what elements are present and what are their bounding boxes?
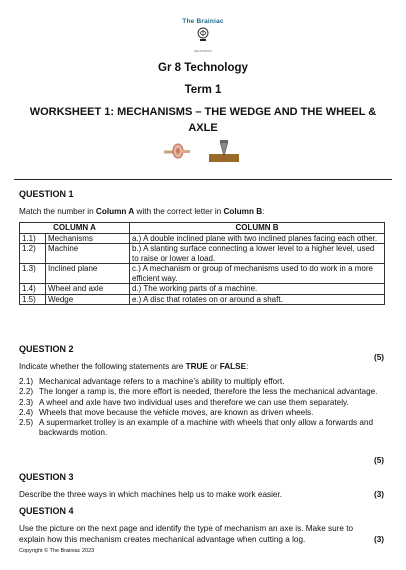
question-3-marks: (3) (373, 490, 384, 499)
brand-name: The Brainiac (182, 18, 224, 25)
row-number: 1.2) (20, 244, 46, 264)
row-number: 1.1) (20, 233, 46, 244)
column-b-description: b.) A slanting surface connecting a lower level to a higher level, used to raise or lower a load. (130, 244, 385, 264)
question-1-heading: QUESTION 1 (19, 189, 74, 199)
column-b-description: a.) A double inclined plane with two inclined planes facing each other. (130, 233, 385, 244)
column-a-header: COLUMN A (20, 223, 130, 234)
table-row (20, 233, 385, 244)
table-row (20, 264, 385, 284)
statement-text: Wheels that move because the vehicle moves, are known as driven wheels. (39, 407, 314, 417)
subject-title: Gr 8 Technology (158, 62, 248, 74)
column-b-description: e.) A disc that rotates on or around a shaft. (130, 294, 385, 305)
question-2-instruction: Indicate whether the following statements are TRUE or FALSE: (19, 362, 249, 371)
question-2-heading: QUESTION 2 (19, 344, 74, 354)
brainiac-logo-icon (196, 27, 210, 43)
wedge-icon (208, 140, 240, 164)
column-a-term: Wedge (46, 294, 130, 305)
list-item (19, 408, 384, 418)
item-number: 2.2) (19, 387, 34, 397)
table-row (20, 244, 385, 264)
column-a-term: Inclined plane (46, 264, 130, 284)
item-number: 2.5) (19, 418, 34, 428)
question-4-text: Use the picture on the next page and identify the type of mechanism an axe is. Make sure to explain how this mechanism creates mechanical advantage when cutting a log. (19, 524, 354, 544)
column-a-term: Machine (46, 244, 130, 264)
matching-table-body (20, 233, 385, 305)
true-false-list (19, 377, 384, 439)
column-b-header: COLUMN B (130, 223, 385, 234)
question-4-heading: QUESTION 4 (19, 506, 74, 516)
matching-table (19, 222, 385, 305)
item-number: 2.4) (19, 407, 34, 417)
column-a-term: Wheel and axle (46, 284, 130, 295)
list-item (19, 387, 384, 397)
row-number: 1.3) (20, 264, 46, 284)
item-number: 2.3) (19, 397, 34, 407)
worksheet-title: WORKSHEET 1: MECHANISMS – THE WEDGE AND THE WHEEL & AXLE (29, 106, 377, 134)
row-number: 1.4) (20, 284, 46, 295)
question-3-heading: QUESTION 3 (19, 472, 74, 482)
term-title: Term 1 (184, 84, 222, 96)
list-item (19, 418, 384, 439)
column-b-description: d.) The working parts of a machine. (130, 284, 385, 295)
statement-text: A wheel and axle have two individual uses and therefore we can use them separately. (39, 397, 349, 407)
item-number: 2.1) (19, 377, 34, 386)
table-row (20, 284, 385, 295)
statement-text: A supermarket trolley is an example of a machine with wheels that only allow a forwards and backwards motion. (39, 418, 374, 438)
question-1-instruction: Match the number in Column A with the correct letter in Column B: (19, 207, 265, 216)
question-3-text: Describe the three ways in which machines help us to make work easier. (19, 490, 283, 499)
wheel-and-axle-icon (162, 142, 192, 160)
list-item (19, 398, 384, 408)
column-a-term: Mechanisms (46, 233, 130, 244)
statement-text: Mechanical advantage refers to a machine’s ability to multiply effort. (39, 377, 285, 386)
statement-text: The longer a ramp is, the more effort is needed, therefore the less the mechanical advantage. (39, 387, 378, 397)
brand-header (0, 18, 406, 53)
question-4-marks: (3) (373, 535, 384, 544)
question-2-marks: (5) (373, 456, 384, 465)
row-number: 1.5) (20, 294, 46, 305)
column-b-description: c.) A mechanism or group of mechanisms used to do work in a more efficient way. (130, 264, 385, 284)
table-row (20, 294, 385, 305)
mechanism-illustrations (0, 140, 406, 166)
section-divider (14, 179, 392, 180)
list-item (19, 377, 384, 387)
question-1-marks: (5) (373, 353, 384, 362)
logo-subtitle: EDUCATION (194, 49, 212, 53)
copyright-footer: Copyright © The Brainiac 2023 (19, 548, 95, 554)
